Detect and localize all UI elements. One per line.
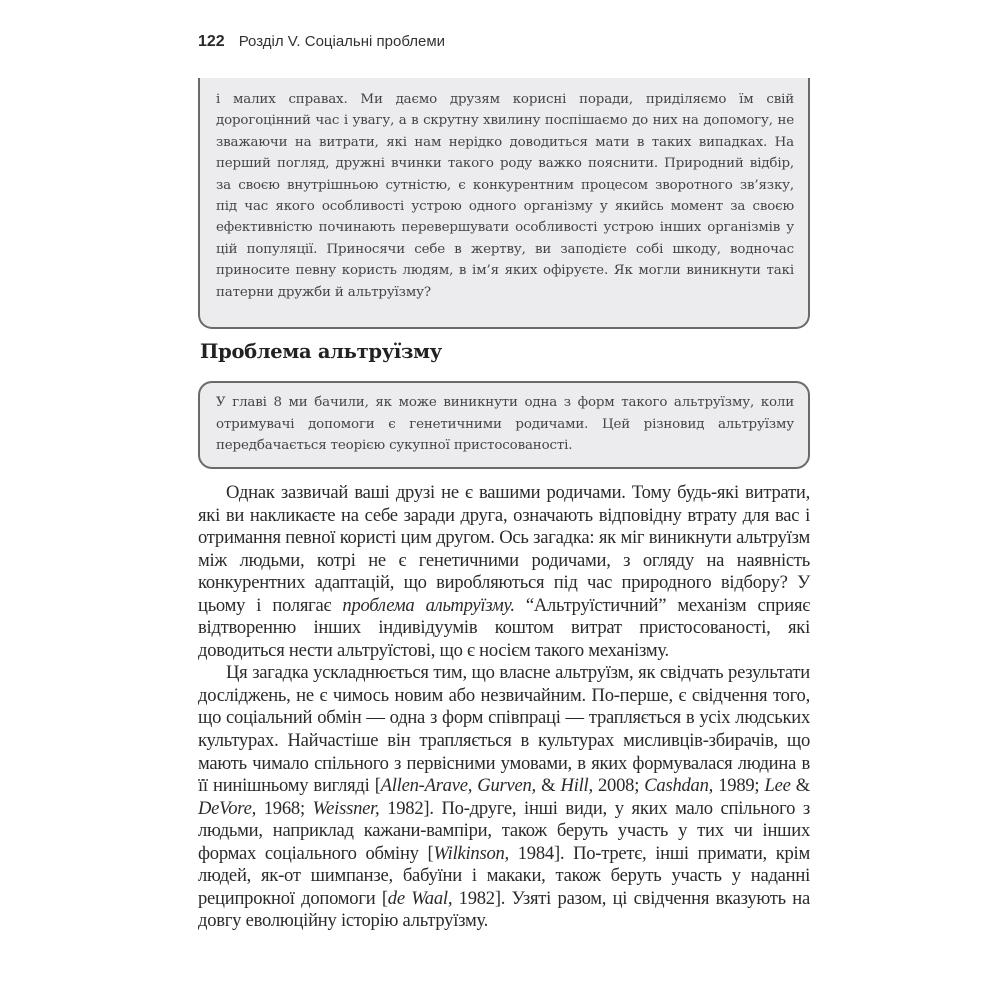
text-fragment: & (790, 775, 810, 797)
continued-sidebar-box (198, 78, 810, 329)
citation-author: Weissner, (312, 797, 380, 819)
text-fragment: 1982]. По-друге, інші види, у яких мало спільного з людьми, наприклад кажани-вампіри, також беруть участь у тих чи інших формах соціального обміну [ (198, 797, 811, 864)
text-fragment: & (535, 775, 561, 797)
body-text (198, 482, 810, 933)
paragraph-2 (198, 662, 810, 933)
text-fragment: 1982]. Узяті разом, ці свідчення вказують на довгу еволюційну історію альтруїзму. (198, 887, 810, 932)
citation-author: Cashdan, (644, 775, 714, 797)
summary-box-text: У главі 8 ми бачили, як може виникнути одна з форм такого альтруїзму, коли отримувачі допомоги є генетичними родичами. Цей різновид альтруїзму передбачається теорією сукупної пристосованості. (216, 395, 794, 454)
running-head (198, 33, 445, 51)
citation-author: de Waal, (387, 887, 453, 909)
citation-author: Wilkinson, (433, 842, 509, 864)
paragraph-1 (198, 482, 810, 662)
text-fragment: 2008; (592, 775, 645, 797)
citation-author: DeVore, (198, 797, 256, 819)
summary-box (198, 381, 810, 469)
page-number: 122 (198, 33, 225, 50)
key-term: проблема альтруїзму. (342, 594, 515, 616)
text-fragment: 1968; (255, 797, 313, 819)
sidebar-box-text: і малих справах. Ми даємо друзям корисні поради, приділяємо їм свій дорогоцінний час і увагу, а в скрутну хвилину поспішаємо до них на допомогу, не зважаючи на витрати, які нам нерідко доводиться мати в таких випадках. На перший погляд, дружні вчинки такого роду важко пояснити. Природний відбір, за своєю внутрішньою сутністю, є конкурентним процесом зворотного зв’язку, під час якого особливості устрою одного організму у якийсь момент за своєю ефективністю починають перевершувати особливості устрою інших організмів у цій популяції. Приносячи себе в жертву, ви заподієте собі шкоду, водночас приносите певну користь людям, в ім’я яких офіруєте. Як могли виникнути такі патерни дружби й альтруїзму? (216, 92, 794, 300)
paragraph-2-text: Ця загадка ускладнюється тим, що власне альтруїзм, як свідчать результати досліджень, не є чимось новим або незвичайним. По-перше, є свідчення того, що соціальний обмін — одна з форм співпраці — трапляється в усіх людських культурах. Найчастіше він трапляється в культурах мисливців-збирачів, що мають чимало спільного з первісними умовами, в яких формувалася людина в її нинішньому вигляді [ (198, 662, 810, 797)
citation-author: Allen-Arave, Gurven, (380, 775, 536, 797)
text-fragment: 1989; (713, 775, 765, 797)
paragraph-1-text-cont: “Альтруїстичний” механізм сприяє відтворенню інших індивідуумів коштом витрат пристосованості, які доводиться нести альтруїстові, що є носієм такого механізму. (198, 594, 810, 661)
section-heading: Проблема альтруїзму (200, 340, 442, 363)
running-title: Розділ V. Соціальні проблеми (238, 33, 446, 50)
paragraph-1-text: Однак зазвичай ваші друзі не є вашими родичами. Тому будь-які витрати, які ви накликаєте на себе заради друга, означають відповідну втрату для вас і отримання певної користі цим другом. Ось загадка: як міг виникнути альтруїзм між людьми, котрі не є генетичними родичами, з огляду на наявність конкурентних адаптацій, що виробляються під час природного відбору? У цьому і полягає (198, 482, 810, 616)
text-fragment: 1984]. По-третє, інші примати, крім людей, як-от шимпанзе, бабуїни і макаки, також беруть участь у наданні реципрокної допомоги [ (198, 842, 810, 909)
citation-author: Hill, (560, 775, 593, 797)
citation-author: Lee (764, 775, 791, 797)
